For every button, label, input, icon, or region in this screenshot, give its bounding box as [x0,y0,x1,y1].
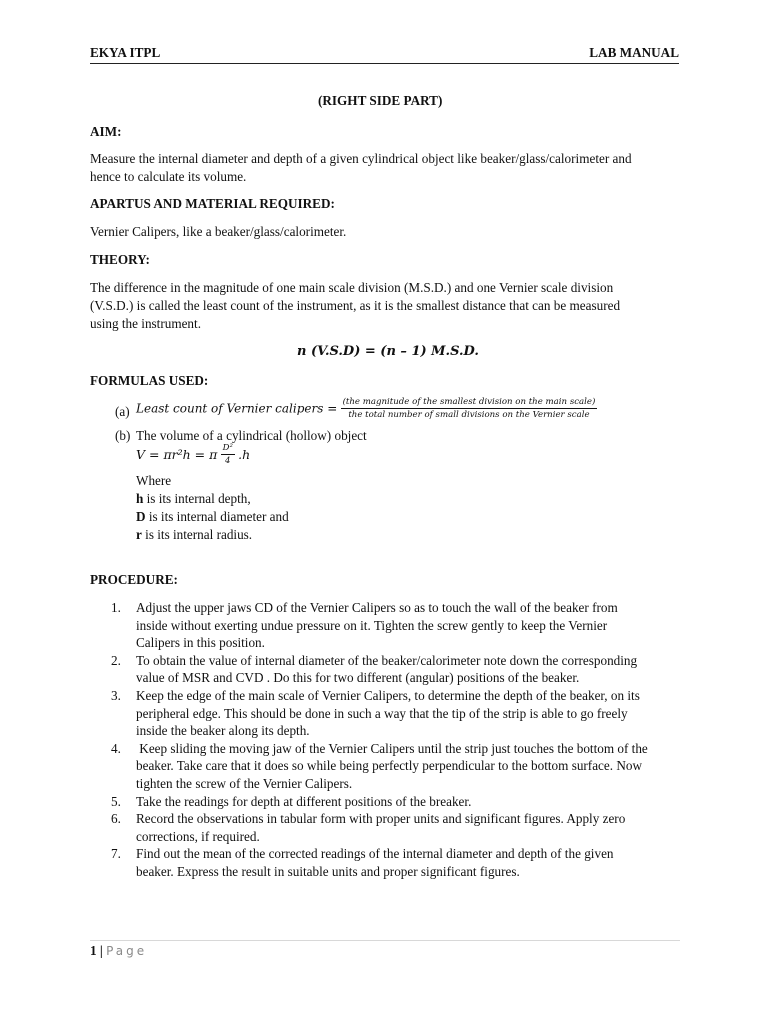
definition-d-text: is its internal diameter and [145,509,289,524]
procedure-heading: PROCEDURE: [90,572,178,587]
step-line: Keep the edge of the main scale of Vernier Calipers, to determine the depth of the beaker, on its [136,687,640,703]
volume-formula [136,443,250,466]
procedure-step [90,793,680,811]
procedure-step [90,599,680,652]
formula-b-label: (b) [115,428,131,443]
formulas-heading: FORMULAS USED: [90,373,209,388]
definition-r-text: is its internal radius. [141,527,253,542]
apparatus-text: Vernier Calipers, like a beaker/glass/calorimeter. [90,224,347,239]
volume-formula-denominator: 4 [225,456,231,466]
aim-line-2: hence to calculate its volume. [90,169,247,184]
aim-heading: AIM: [90,124,122,139]
where-label: Where [136,473,172,488]
definition-h [136,490,289,508]
step-line: inside without exerting undue pressure on it. Tighten the screw gently to keep the Vernier [136,617,608,633]
volume-formula-left: V = πr²h = π [136,447,218,462]
formula-b-text: The volume of a cylindrical (hollow) object [136,428,367,443]
step-line: To obtain the value of internal diameter of the beaker/calorimeter note down the corresponding [136,652,638,668]
apparatus-heading: APARTUS AND MATERIAL REQUIRED: [90,196,335,211]
step-line: Adjust the upper jaws CD of the Vernier Calipers so as to touch the wall of the beaker from [136,600,618,615]
theory-text [90,279,690,333]
procedure-step [90,687,680,740]
formula-a-numerator: (the magnitude of the smallest division on the main scale) [342,397,596,407]
symbol-r: r [136,527,142,542]
step-line: inside the beaker along its depth. [136,723,310,739]
step-number: 7. [111,846,121,862]
footer-separator: | [96,943,107,958]
page-label: Page [106,944,148,958]
part-title: (RIGHT SIDE PART) [318,93,443,108]
step-line: beaker. Take care that it does so while being perfectly perpendicular to the bottom surface. Now [136,758,642,774]
step-number: 6. [111,811,121,827]
step-number: 4. [111,740,121,756]
definition-r [136,526,289,544]
step-line: Take the readings for depth at different positions of the breaker. [136,793,472,809]
procedure-step [90,845,680,880]
step-line: Find out the mean of the corrected readings of the internal diameter and depth of the given [136,846,614,862]
page-number: 1 [90,943,97,958]
formula-a [136,397,597,420]
procedure-step [90,652,680,687]
theory-line-3: using the instrument. [90,316,201,331]
step-number: 3. [111,687,121,703]
procedure-list [90,599,680,881]
step-line: Record the observations in tabular form with proper units and significant figures. Apply zero [136,811,626,827]
header-right-title: LAB MANUAL [589,45,679,60]
step-number: 1. [111,600,121,615]
least-count-equation: n (V.S.D) = (n – 1) M.S.D. [297,344,479,359]
footer-divider [90,940,680,941]
aim-line-1: Measure the internal diameter and depth of a given cylindrical object like beaker/glass/calorimeter and [90,151,632,166]
formula-a-lhs: Least count of Vernier calipers = [136,401,338,416]
theory-line-2: (V.S.D.) is called the least count of the instrument, as it is the smallest distance that can be measured [90,298,621,313]
step-line: peripheral edge. This should be done in such a way that the tip of the strip is able to go freely [136,705,628,721]
header-left-title: EKYA ITPL [90,45,161,60]
step-line: Keep sliding the moving jaw of the Vernier Calipers until the strip just touches the bottom of the [136,740,648,756]
step-line: value of MSR and CVD . Do this for two different (angular) positions of the beaker. [136,670,580,686]
page-header [90,45,679,64]
volume-formula-right: .h [238,447,251,462]
symbol-d: D [136,509,146,524]
step-line: Calipers in this position. [136,635,265,651]
symbol-h: h [136,491,144,506]
theory-heading: THEORY: [90,252,150,267]
aim-text [90,150,690,186]
procedure-step [90,740,680,793]
procedure-step [90,810,680,845]
volume-formula-numerator: D² [222,443,233,453]
step-number: 2. [111,652,121,668]
step-line: beaker. Express the result in suitable units and proper significant figures. [136,863,520,879]
formula-a-denominator: the total number of small divisions on the Vernier scale [348,410,590,420]
formula-a-fraction [341,397,598,420]
step-line: corrections, if required. [136,828,260,844]
definition-d [136,508,289,526]
definition-h-text: is its internal depth, [143,491,251,506]
variable-definitions [136,472,289,544]
volume-formula-fraction [221,443,235,466]
page-footer [90,943,147,959]
theory-line-1: The difference in the magnitude of one main scale division (M.S.D.) and one Vernier scale division [90,280,614,295]
step-number: 5. [111,793,121,809]
formula-a-label: (a) [115,404,130,419]
step-line: tighten the screw of the Vernier Calipers. [136,775,353,791]
